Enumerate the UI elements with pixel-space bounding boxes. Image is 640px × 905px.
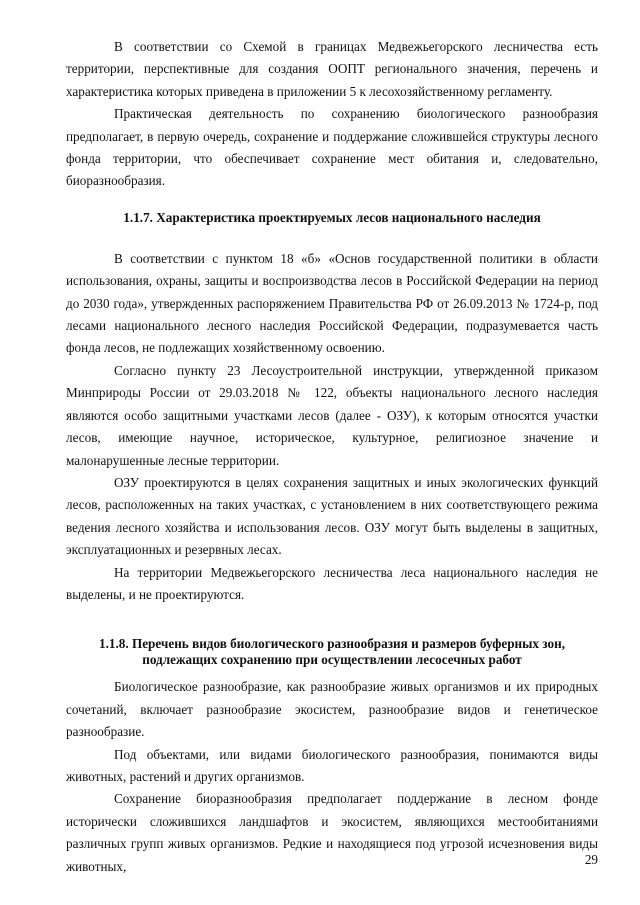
paragraph-ozu-purpose: ОЗУ проектируются в целях сохранения защитных и иных экологических функций лесов, расположенных на таких участках, с установлением в них соответствующего режима ведения лесного хозяйства и использования лесов. ОЗУ могут быть выделены в защитных, эксплуатационных и резервных лесах. <box>66 474 598 558</box>
page-number: 29 <box>584 852 598 867</box>
paragraph-ozu-instruction: Согласно пункту 23 Лесоустроительной инструкции, утвержденной приказом Минприроды России от 29.03.2018 № 122, объекты национального лесного наследия являются особо защитными участками лесов (далее - ОЗУ), к которым относятся участки лесов, имеющие научное, историческое, культурное, религиозное значение и малонарушенные лесные территории. <box>66 362 598 468</box>
paragraph-oopt-territories: В соответствии со Схемой в границах Медвежьегорского лесничества есть территории, перспективные для создания ООПТ регионального значения, перечень и характеристика которых приведена в приложении 5 к лесохозяйственному регламенту. <box>66 39 598 99</box>
section-heading-1-1-8-line1: 1.1.8. Перечень видов биологического разнообразия и размеров буферных зон, <box>98 636 566 652</box>
section-heading-1-1-7: 1.1.7. Характеристика проектируемых лесов национального наследия <box>123 209 541 225</box>
paragraph-biodiversity-practice: Практическая деятельность по сохранению биологического разнообразия предполагает, в первую очередь, сохранение и поддержание сложившейся структуры лесного фонда территории, что обеспечивает сохранение мест обитания и, следовательно, биоразнообразия. <box>66 106 598 189</box>
paragraph-biodiversity-conservation: Сохранение биоразнообразия предполагает поддержание в лесном фонде исторически сложившихся ландшафтов и экосистем, являющихся местообитаниями различных групп живых организмов. Редкие и находящиеся под угрозой исчезновения виды животных, <box>66 791 598 874</box>
paragraph-heritage-forests-definition: В соответствии с пунктом 18 «б» «Основ государственной политики в области использования, охраны, защиты и воспроизводства лесов в Российской Федерации на период до 2030 года», утвержденных распоряжением Правительства РФ от 26.09.2013 № 1724-р, под лесами национального лесного наследия Российской Федерации, подразумевается часть фонда лесов, не подлежащих хозяйственному освоению. <box>66 250 598 356</box>
paragraph-biodiversity-objects: Под объектами, или видами биологического разнообразия, понимаются виды животных, растений и других организмов. <box>66 746 598 784</box>
paragraph-not-designated: На территории Медвежьегорского лесничества леса национального наследия не выделены, и не проектируются. <box>66 564 598 602</box>
document-page <box>66 36 598 878</box>
section-heading-1-1-8 <box>66 636 598 668</box>
section-heading-1-1-8-line2: подлежащих сохранению при осуществлении лесосечных работ <box>142 652 522 668</box>
paragraph-biodiversity-definition: Биологическое разнообразие, как разнообразие живых организмов и их природных сочетаний, включает разнообразие экосистем, разнообразие видов и генетическое разнообразие. <box>66 679 598 740</box>
